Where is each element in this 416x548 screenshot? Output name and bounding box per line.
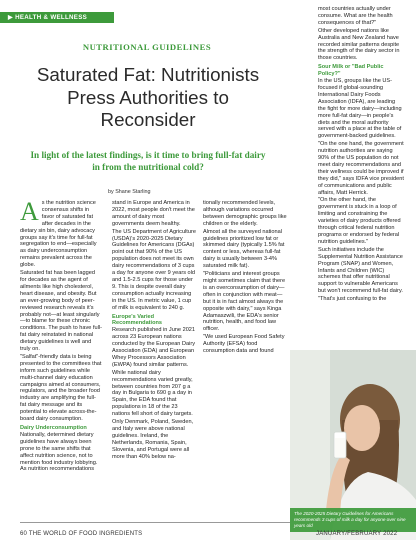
paragraph: "On the other hand, the government is stuck in a loop of limiting and constraining the varieties of dairy products offered through critical federal nutrition programs or endorsed by federal nutrition guidelines." [318,197,401,245]
paragraph: "We used European Food Safety Authority (EFSA) food consumption data and found [203,334,285,355]
drop-cap: A [20,197,39,226]
subheading: Dairy Underconsumption [20,425,87,431]
paragraph: Only Denmark, Poland, Sweden, and Italy were above national guidelines. Ireland, the Netherlands, Romania, Spain, Slovenia, and Portugal were all more than 40% below na- [112,419,194,460]
paragraph: "Salfat"-friendly data is being presented to the committees that inform such guidelines while multi-channel dairy education campaigns aimed at consumers, regulators, and the broader food industry are amplifying the full-fat dairy message and its potential to elevate across-the-board dairy consumption. [20,353,102,423]
paragraph: Nationally, determined dietary guidelines have always been prone to the same shifts that affect nutrition science, not to mention food industry lobbying. As nutrition recommendations [20,431,98,473]
paragraph: "Politicians and interest groups might sometimes claim that there is an overconsumption of dairy—often in conjunction with meat—but it is in fact almost always the opposite with dairy," says Kinga Adamaszwili, the EDA's senior nutrition, health, and food law officer. [203,271,286,333]
page-number-publication: 60 THE WORLD OF FOOD INGREDIENTS [20,531,143,537]
paragraph: Other developed nations like Australia and New Zealand have recorded similar patterns despite the strength of the dairy sector in those countries. [318,27,400,62]
issue-date: JANUARY/FEBRUARY 2022 [316,531,398,537]
paragraph: In the US, groups like the US-focused if global-sounding International Dairy Foods Association (IDFA), are leading the fight for more dairy—including more full-fat dairy—in people's diets and the moral authority served with a place at the table of government-backed guidelines. [318,78,402,140]
paragraph: While national dairy recommendations varied greatly, between countries from 207 g a day in Bulgaria to 690 g a day in Spain, the EDA found that populations in 18 of the 23 nations fell short of dairy targets. [112,369,193,418]
column-4 [318,6,404,304]
paragraph: "That's just confusing to the [318,296,387,303]
footer-divider [20,522,290,523]
paragraph: tionally recommended levels, although variations occurred between demographic groups like children or the elderly. [203,200,287,227]
paragraph: Such initiatives include the Supplemental Nutrition Assistance Program (SNAP) and Women, Infants and Children (WIC) schemes that offer nutritional support to vulnerable Americans but won't recommend full-fat dairy. [318,246,403,295]
subheading: Sour Milk or "Bad Public Policy?" [318,64,384,78]
paragraph: most countries actually under consume. What are the health consequences of that?" [318,6,393,26]
article-title: Saturated Fat: Nutritionists Press Authorities to Reconsider [36,64,260,130]
column-2 [112,200,196,462]
paragraph: Almost all the surveyed national guidelines prioritized low fat or skimmed dairy (typically 1.5% fat content or less, whereas full-fat dairy is usually between 3-4% saturated milk fat). [203,228,285,270]
article-deck: In light of the latest findings, is it time to bring full-fat dairy in from the nutritional cold? [30,150,266,172]
article-kicker: NUTRITIONAL GUIDELINES [82,42,212,52]
paragraph: Saturated fat has been lagged for decades as the agent of ailments like high cholesterol, heart disease, and obesity. But an ever-growing body of peer-reviewed research reveals it's probably not—at least singularly—to blame for these chronic conditions. The push to have full-fat dairy reinstated in national dietary guidelines is well and truly on. [20,270,102,353]
paragraph: stand in Europe and America in 2022, most people don't meet the amount of dairy most governments deem healthy. [112,200,195,227]
column-3 [203,200,290,356]
paragraph: s the nutrition science consensus shifts in favor of saturated fat after decades in the dietary sin bin, dairy advocacy groups say it's time for full-fat segregation to end—especially as dairy underconsumption remains prevalent across the globe. [20,200,97,269]
photo-caption [290,508,416,532]
paragraph: Research published in June 2021 across 23 European nations conducted by the European Dairy Association (EDA) and European Whey Processors Association (EWPA) found similar patterns. [112,327,196,368]
byline: by Shane Starling [108,189,151,195]
paragraph: The US Department of Agriculture (USDA)'s 2020-2025 Dietary Guidelines for Americans (DGAs) point out that 90% of the US population does not meet its own dairy recommendations of 3 cups a day for anyone over 9 years old and 1.5-2.5 cups for those under 9. This is despite overall dairy consumption actually increasing in the US. In metric value, 1 cup of milk is equivalent to 240 g. [112,228,196,311]
subheading: Europe's Varied Recommendations [112,313,163,327]
caption-text: The 2020-2025 Dietary Guidelines for Americans recommends 3 cups of milk a day for anyone over nine years old [294,511,406,528]
column-1 [20,197,102,474]
paragraph: "On the one hand, the government nutrition authorities are saying 90% of the US population do not meet dairy recommendations and their wellness could be improved if they did," says IDFA vice president of communications and public affairs, Matt Herrick. [318,141,404,196]
section-tag: ▶ HEALTH & WELLNESS [0,12,114,23]
